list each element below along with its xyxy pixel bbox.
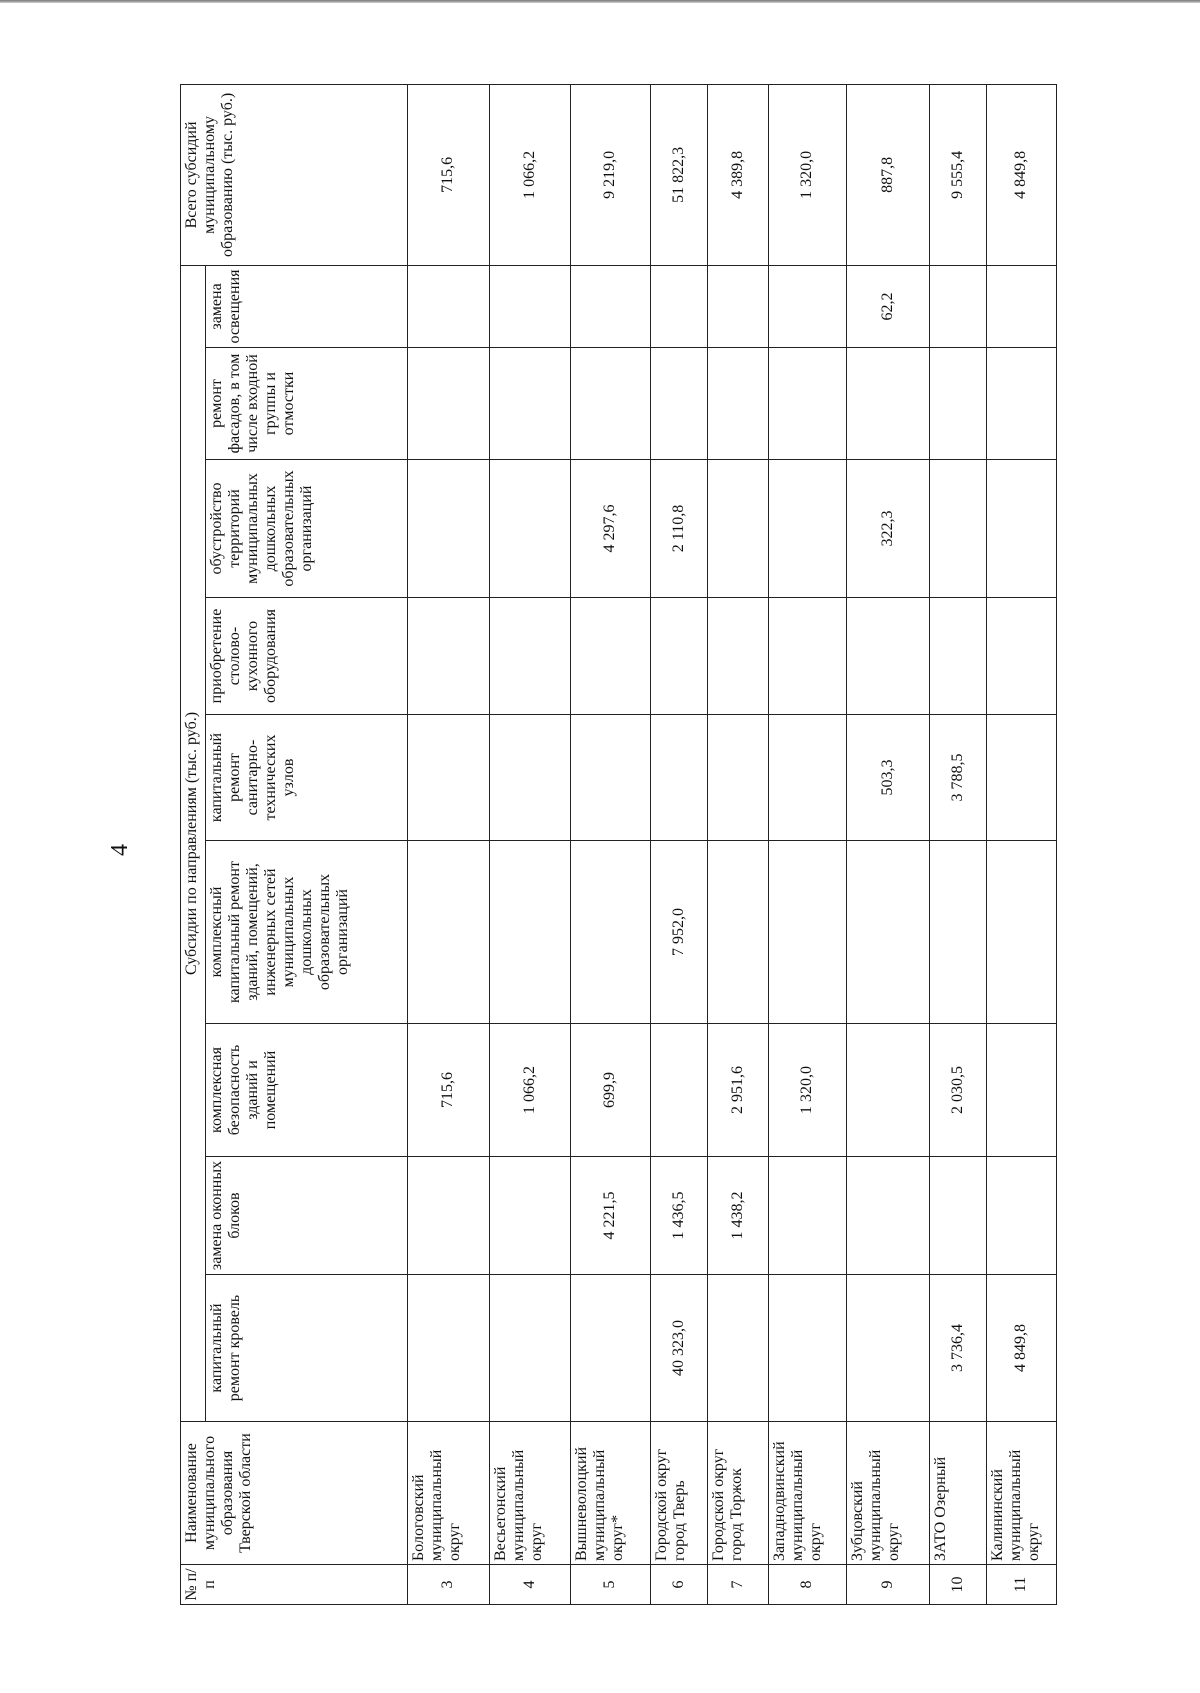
row-name: Калининский муниципальный округ	[986, 1422, 1056, 1565]
cell: 322,3	[846, 460, 929, 598]
header-col: приобретение столово-кухонного оборудования	[206, 598, 408, 715]
cell	[489, 715, 570, 841]
cell	[708, 460, 769, 598]
row-name: ЗАТО Озерный	[929, 1422, 986, 1565]
row-total: 9 555,4	[929, 84, 986, 265]
cell	[768, 1275, 846, 1422]
cell	[846, 1024, 929, 1157]
scan-edge	[0, 0, 1200, 3]
row-total: 887,8	[846, 84, 929, 265]
cell	[570, 1275, 651, 1422]
header-col: комплексный капитальный ремонт зданий, помещений, инженерных сетей муниципальных дошкольных образовательных организаций	[206, 841, 408, 1024]
cell: 3 788,5	[929, 715, 986, 841]
cell	[768, 348, 846, 460]
table-row	[929, 84, 986, 1604]
cell	[651, 598, 708, 715]
table-row	[570, 84, 651, 1604]
row-num: 9	[846, 1565, 929, 1605]
cell: 4 221,5	[570, 1157, 651, 1275]
table-row	[846, 84, 929, 1604]
cell	[408, 841, 490, 1024]
header-col: ремонт фасадов, в том числе входной группы и отмостки	[206, 348, 408, 460]
cell	[408, 1275, 490, 1422]
row-num: 6	[651, 1565, 708, 1605]
cell: 1 320,0	[768, 1024, 846, 1157]
cell	[986, 715, 1056, 841]
cell	[986, 598, 1056, 715]
table-row	[489, 84, 570, 1604]
header-name: Наименование муниципального образования Тверской области	[181, 1422, 408, 1565]
header-col: капитальный ремонт санитарно-технических узлов	[206, 715, 408, 841]
cell	[708, 348, 769, 460]
cell	[846, 1157, 929, 1275]
cell: 503,3	[846, 715, 929, 841]
row-num: 10	[929, 1565, 986, 1605]
cell	[489, 598, 570, 715]
row-total: 9 219,0	[570, 84, 651, 265]
row-name: Вышневолоцкий муниципальный округ*	[570, 1422, 651, 1565]
header-col: комплексная безопасность зданий и помещений	[206, 1024, 408, 1157]
row-num: 8	[768, 1565, 846, 1605]
cell	[846, 841, 929, 1024]
cell	[408, 460, 490, 598]
row-total: 1 320,0	[768, 84, 846, 265]
row-total: 4 389,8	[708, 84, 769, 265]
cell	[408, 265, 490, 347]
cell: 40 323,0	[651, 1275, 708, 1422]
cell	[929, 598, 986, 715]
table-row	[708, 84, 769, 1604]
cell	[768, 598, 846, 715]
cell	[408, 348, 490, 460]
row-name: Весьегонский муниципальный округ	[489, 1422, 570, 1565]
cell	[768, 715, 846, 841]
row-total: 715,6	[408, 84, 490, 265]
header-col: замена освещения	[206, 265, 408, 347]
cell	[986, 841, 1056, 1024]
cell	[708, 715, 769, 841]
cell	[986, 348, 1056, 460]
cell	[651, 1024, 708, 1157]
header-col: капитальный ремонт кровель	[206, 1275, 408, 1422]
cell	[986, 460, 1056, 598]
cell	[489, 265, 570, 347]
cell: 3 736,4	[929, 1275, 986, 1422]
cell: 4 849,8	[986, 1275, 1056, 1422]
header-num: № п/п	[181, 1565, 408, 1605]
cell	[768, 265, 846, 347]
cell	[570, 348, 651, 460]
row-num: 5	[570, 1565, 651, 1605]
cell	[708, 598, 769, 715]
header-total: Всего субсидий муниципальному образованию (тыс. руб.)	[181, 84, 408, 265]
cell	[768, 1157, 846, 1275]
cell	[570, 841, 651, 1024]
row-num: 3	[408, 1565, 490, 1605]
row-total: 51 822,3	[651, 84, 708, 265]
cell	[986, 1024, 1056, 1157]
row-name: Бологовский муниципальный округ	[408, 1422, 490, 1565]
cell	[651, 348, 708, 460]
row-name: Зубцовский муниципальный округ	[846, 1422, 929, 1565]
cell	[651, 265, 708, 347]
cell	[929, 460, 986, 598]
row-name: Городской округ город Тверь	[651, 1422, 708, 1565]
cell	[846, 1275, 929, 1422]
cell	[489, 841, 570, 1024]
cell	[489, 1275, 570, 1422]
subsidy-table	[180, 84, 1057, 1605]
cell	[651, 715, 708, 841]
header-group: Субсидии по направлениям (тыс. руб.)	[181, 265, 206, 1421]
page-number: 4	[107, 844, 133, 856]
cell	[846, 348, 929, 460]
cell: 7 952,0	[651, 841, 708, 1024]
cell: 2 951,6	[708, 1024, 769, 1157]
cell	[986, 265, 1056, 347]
cell: 1 066,2	[489, 1024, 570, 1157]
table-row	[768, 84, 846, 1604]
cell	[708, 1275, 769, 1422]
cell: 4 297,6	[570, 460, 651, 598]
header-col: замена оконных блоков	[206, 1157, 408, 1275]
cell: 2 110,8	[651, 460, 708, 598]
cell	[768, 841, 846, 1024]
cell	[408, 1157, 490, 1275]
table-row	[651, 84, 708, 1604]
cell	[708, 841, 769, 1024]
cell	[929, 265, 986, 347]
row-num: 11	[986, 1565, 1056, 1605]
cell	[570, 715, 651, 841]
cell	[929, 841, 986, 1024]
cell: 2 030,5	[929, 1024, 986, 1157]
cell: 699,9	[570, 1024, 651, 1157]
cell: 715,6	[408, 1024, 490, 1157]
cell	[570, 265, 651, 347]
cell	[489, 460, 570, 598]
cell	[846, 598, 929, 715]
header-col: обустройство территорий муниципальных дошкольных образовательных организаций	[206, 460, 408, 598]
row-total: 4 849,8	[986, 84, 1056, 265]
rotated-table-wrapper	[180, 85, 1057, 1605]
cell	[929, 1157, 986, 1275]
table-row	[986, 84, 1056, 1604]
cell	[986, 1157, 1056, 1275]
cell	[929, 348, 986, 460]
row-name: Городской округ город Торжок	[708, 1422, 769, 1565]
row-name: Западнодвинский муниципальный округ	[768, 1422, 846, 1565]
cell: 1 436,5	[651, 1157, 708, 1275]
row-total: 1 066,2	[489, 84, 570, 265]
cell	[570, 598, 651, 715]
cell	[768, 460, 846, 598]
cell	[489, 348, 570, 460]
cell	[408, 598, 490, 715]
cell: 1 438,2	[708, 1157, 769, 1275]
table-row	[408, 84, 490, 1604]
row-num: 7	[708, 1565, 769, 1605]
cell	[408, 715, 490, 841]
row-num: 4	[489, 1565, 570, 1605]
cell: 62,2	[846, 265, 929, 347]
cell	[708, 265, 769, 347]
cell	[489, 1157, 570, 1275]
